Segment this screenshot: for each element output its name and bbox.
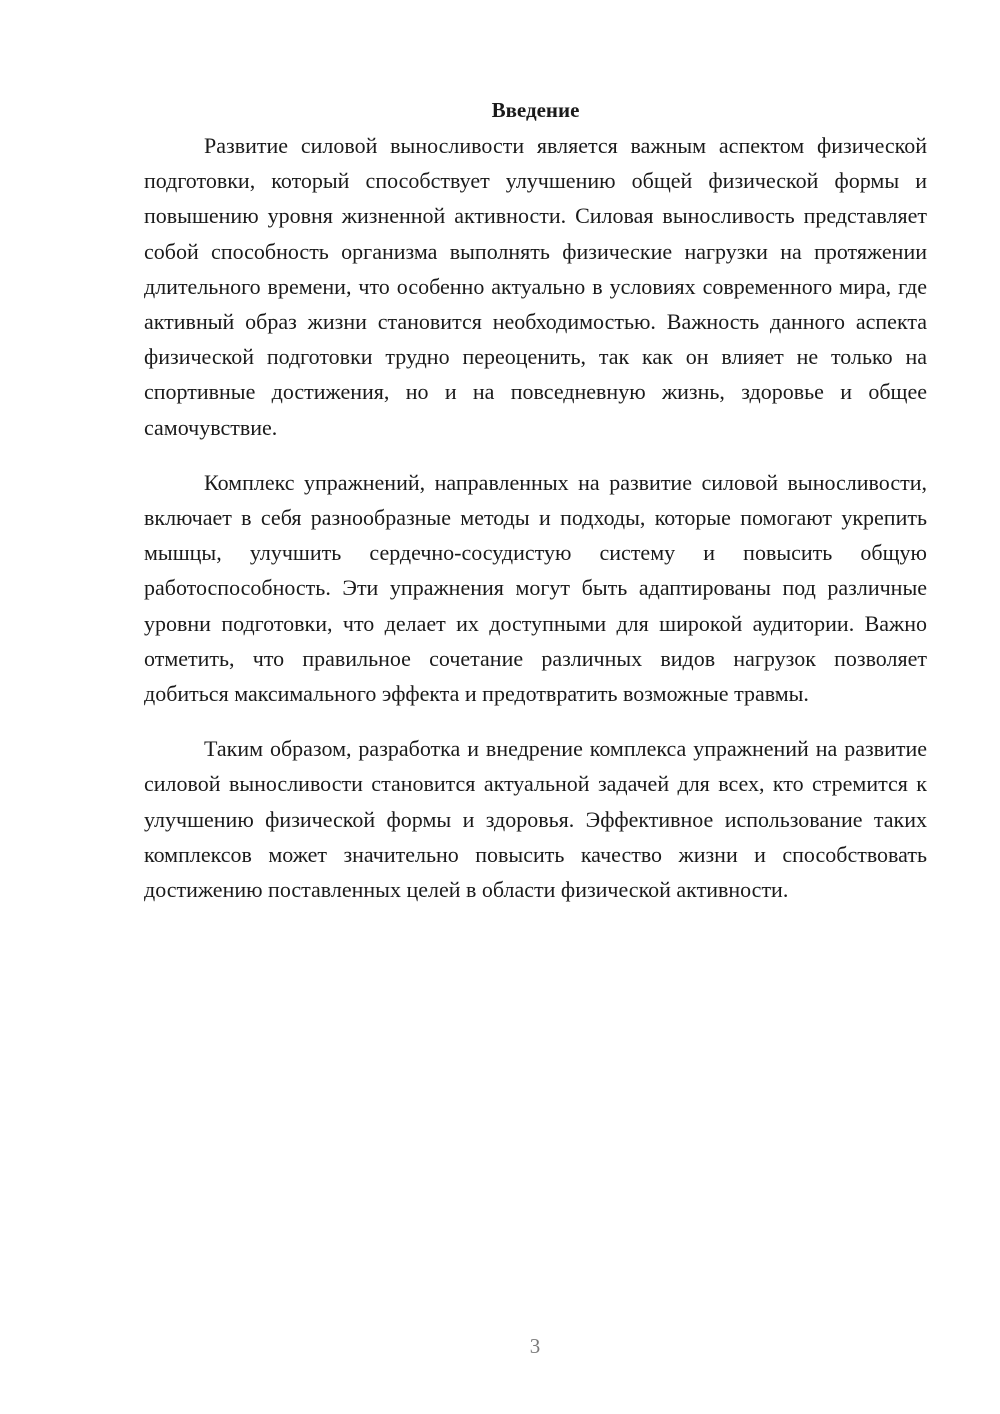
page-content [144, 92, 927, 907]
page-number: 3 [529, 1334, 541, 1358]
paragraph-3: Таким образом, разработка и внедрение комплекса упражнений на развитие силовой выносливости становится актуальной задачей для всех, кто стремится к улучшению физической формы и здоровья. Эффективное использование таких комплексов может значительно повысить качество жизни и способствовать достижению поставленных целей в области физической активности. [144, 736, 927, 903]
section-heading: Введение [491, 98, 580, 122]
paragraph-2: Комплекс упражнений, направленных на развитие силовой выносливости, включает в себя разнообразные методы и подходы, которые помогают укрепить мышцы, улучшить сердечно-сосудистую систему и повысить общую работоспособность. Эти упражнения могут быть адаптированы под различные уровни подготовки, что делает их доступными для широкой аудитории. Важно отметить, что правильное сочетание различных видов нагрузок позволяет добиться максимального эффекта и предотвратить возможные травмы. [144, 469, 927, 707]
paragraph-1: Развитие силовой выносливости является важным аспектом физической подготовки, который способствует улучшению общей физической формы и повышению уровня жизненной активности. Силовая выносливость представляет собой способность организма выполнять физические нагрузки на протяжении длительного времени, что особенно актуально в условиях современного мира, где активный образ жизни становится необходимостью. Важность данного аспекта физической подготовки трудно переоценить, так как он влияет не только на спортивные достижения, но и на повседневную жизнь, здоровье и общее самочувствие. [144, 133, 927, 440]
